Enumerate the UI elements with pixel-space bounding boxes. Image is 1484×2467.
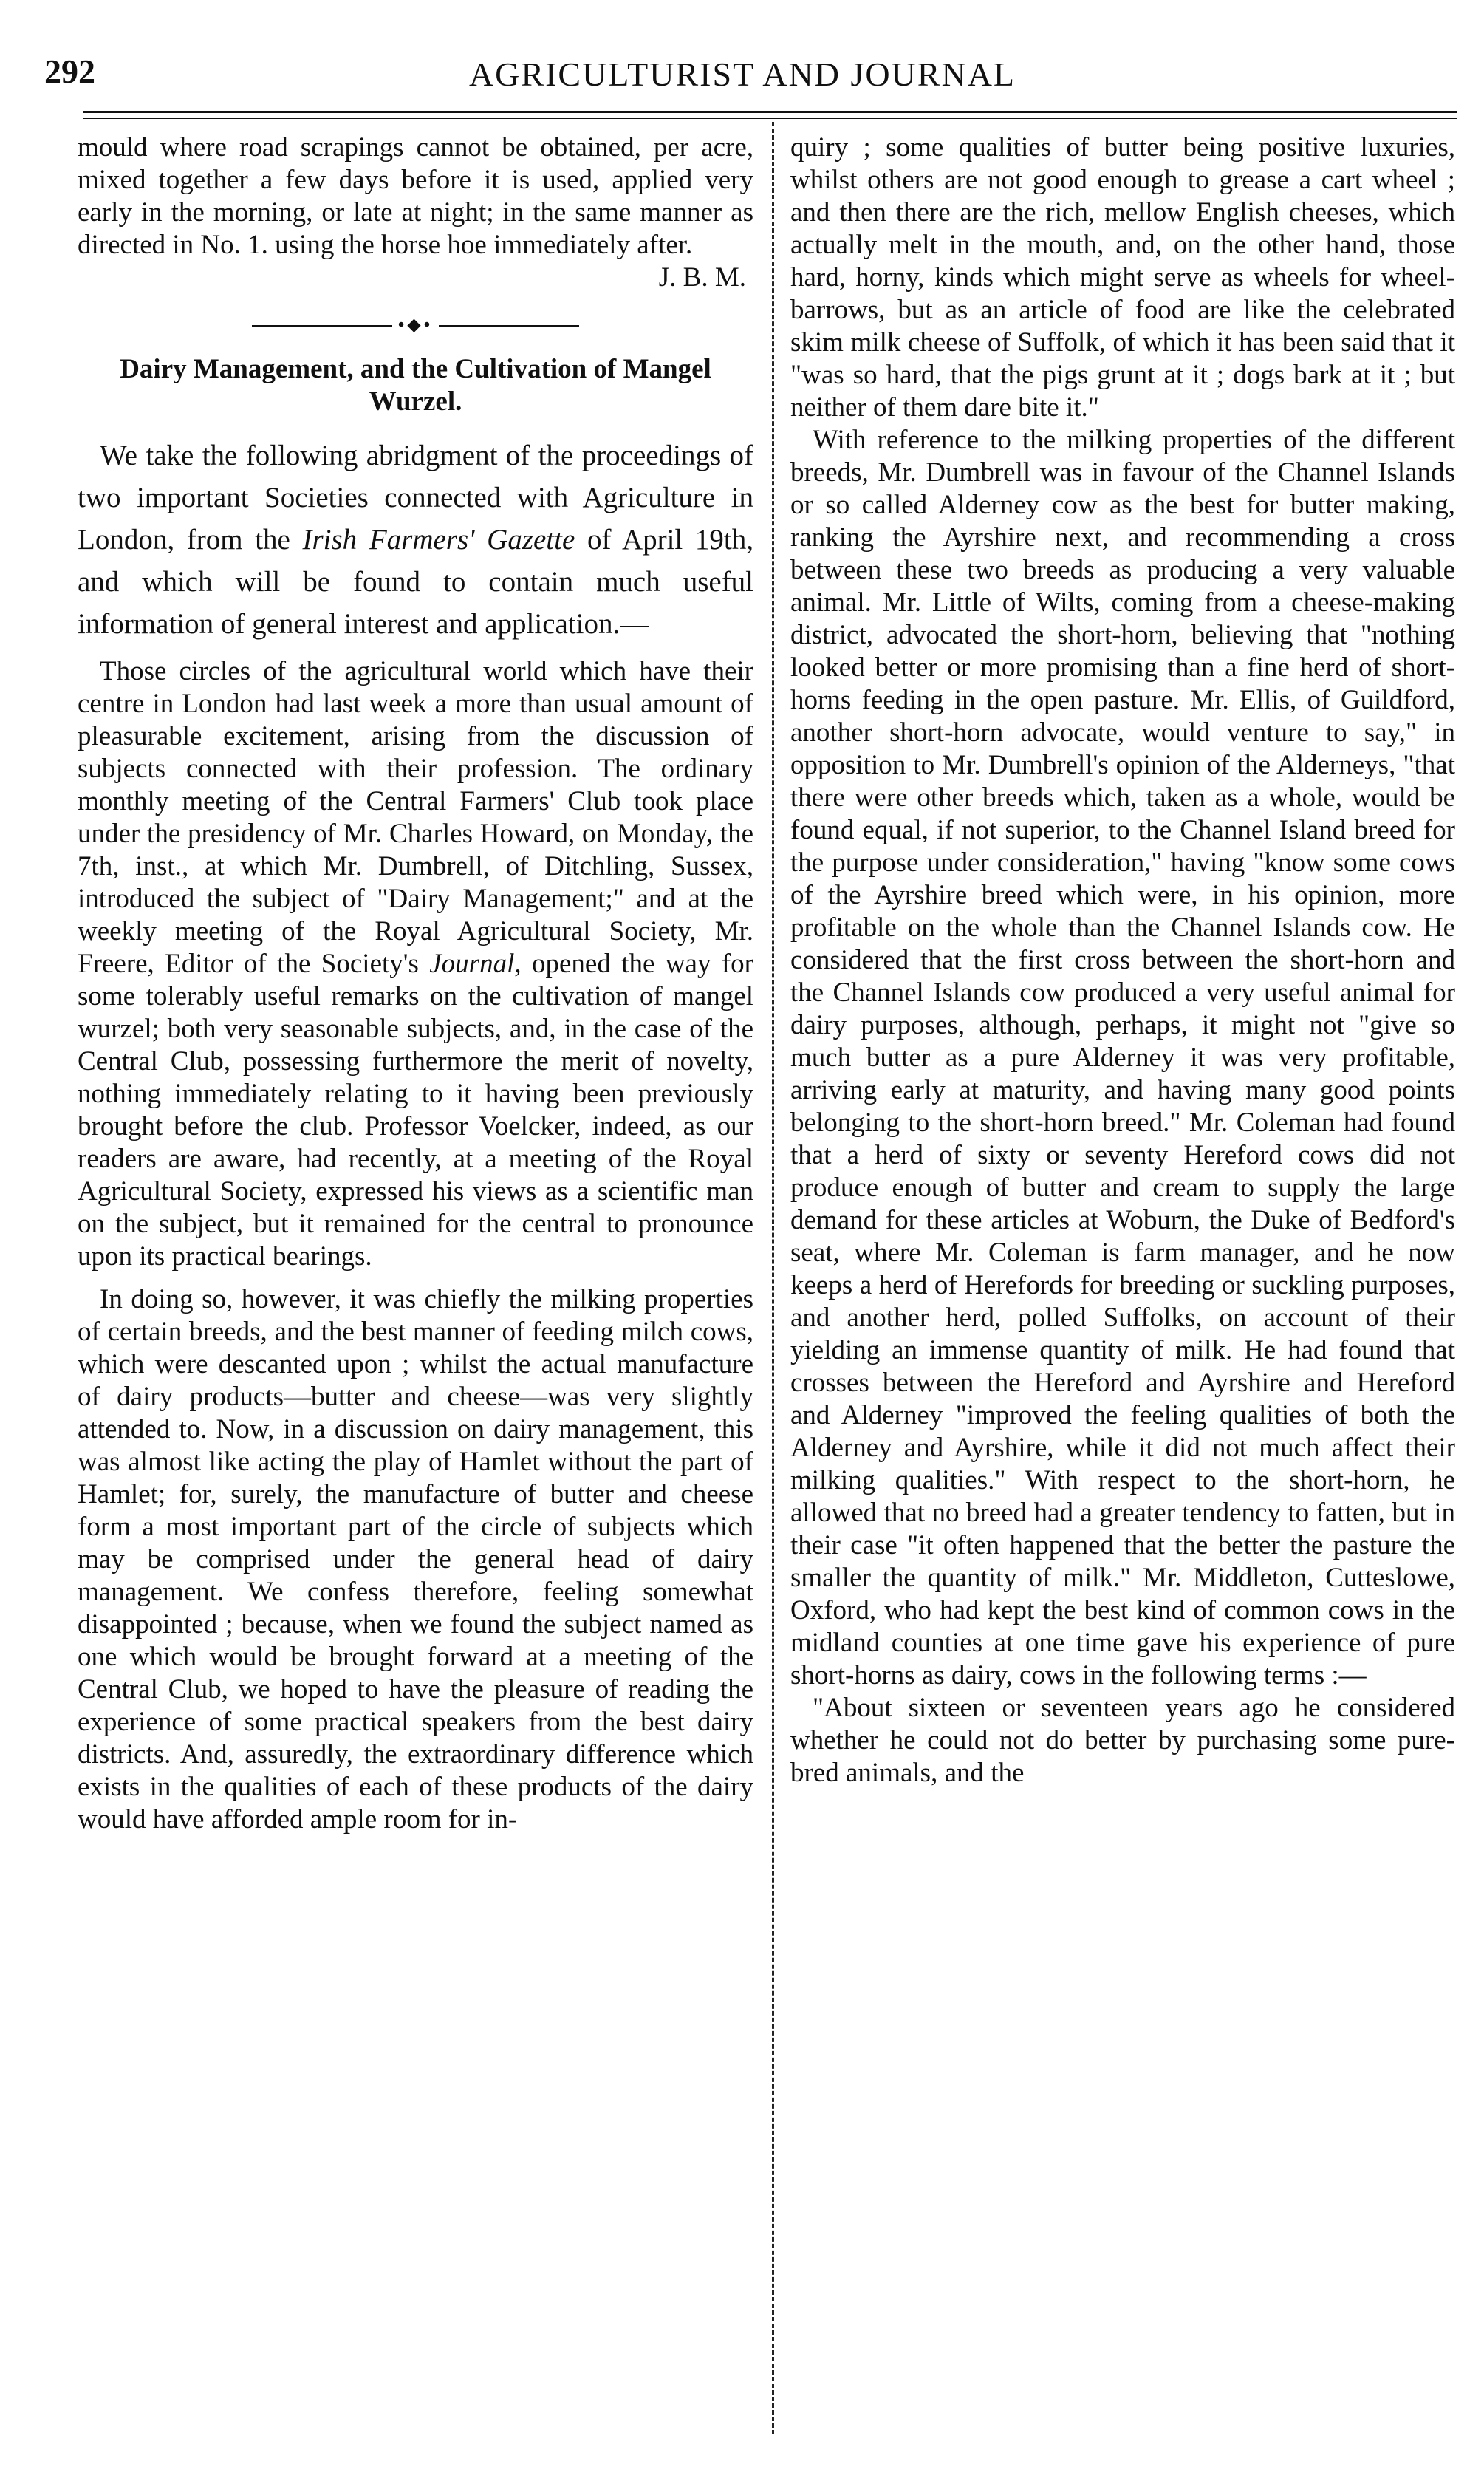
right-column <box>790 132 1455 2437</box>
header-rule <box>83 111 1457 113</box>
page-number: 292 <box>44 52 95 90</box>
left-column <box>78 132 753 2437</box>
article-heading: Dairy Management, and the Cultivation of Mangel Wurzel. <box>120 354 711 417</box>
header-rule-thin <box>83 118 1457 119</box>
para1-text-b: opened the way for some tolerably useful remarks on the cultivation of mangel wurzel; both very seasonable subjects, and, in the case of the Central Club, possessing furthermore the merit of novelty, nothing immediately relating to it having been previously brought before the club. Professor Voelcker, indeed, as our readers are aware, had recently, at a meeting of the Royal Agricultural Society, expressed his views as a scientific man on the subject, but it remained for the central to pronounce upon its practical bearings. <box>78 949 753 1272</box>
right-paragraph-1: quiry ; some qualities of butter being positive luxuries, whilst others are not good enough to grease a cart wheel ; and then there are the rich, mellow English cheeses, which actually melt in the mouth, and, on the other hand, those hard, horny, kinds which might serve as wheels for wheel-barrows, but as an article of food are like the celebrated skim milk cheese of Suffolk, of which it has been said that it "was so hard, that the pigs grunt at it ; dogs bark at it ; but neither of them dare bite it." <box>790 132 1455 423</box>
column-divider <box>772 122 774 2434</box>
intro-text-before: We take the following abridgment of the proceedings of two important Societies connected with Agriculture in London, from the <box>78 440 753 556</box>
para1-text-a: Those circles of the agricultural world which have their centre in London had last week a more than usual amount of pleasurable excitement, arising from the discussion of subjects connected with their profession. The ordinary monthly meeting of the Central Farmers' Club took place under the presidency of Mr. Charles Howard, on Monday, the 7th, inst., at which Mr. Dumbrell, of Ditchling, Sussex, introduced the subject of "Dairy Management;" and at the weekly meeting of the Royal Agricultural Society, Mr. Freere, Editor of the Society's <box>78 656 753 979</box>
intro-source-italic: Irish Farmers' Gazette <box>302 524 575 556</box>
section-divider <box>78 313 753 335</box>
right-paragraph-3: "About sixteen or seventeen years ago he considered whether he could not do better by purchasing some pure-bred animals, and the <box>790 1693 1455 1788</box>
article-intro <box>78 434 753 645</box>
running-title: AGRICULTURIST AND JOURNAL <box>468 55 1016 93</box>
divider-ornament-glyph: •◆• <box>397 315 434 335</box>
continued-paragraph: mould where road scrapings cannot be obtained, per acre, mixed together a few days before it is used, applied very early in the morning, or late at night; in the same manner as directed in No. 1. using the horse hoe immediately after. <box>78 132 753 260</box>
article-paragraph-1 <box>78 655 753 1273</box>
page-header <box>44 44 1440 103</box>
divider-line-right <box>439 325 579 327</box>
divider-line-left <box>252 325 392 327</box>
article-paragraph-2: In doing so, however, it was chiefly the milking properties of certain breeds, and the best manner of feeding milch cows, which were descanted upon ; whilst the actual manufacture of dairy products—butter and cheese—was very slightly attended to. Now, in a discussion on dairy management, this was almost like acting the play of Hamlet without the part of Hamlet; for, surely, the manufacture of butter and cheese form a most important part of the circle of subjects which may be comprised under the general head of dairy management. We confess therefore, feeling somewhat disappointed ; because, when we found the subject named as one which would be brought forward at a meeting of the Central Club, we hoped to have the pleasure of reading the experience of some practical speakers from the best dairy districts. And, assuredly, the extraordinary difference which exists in the qualities of each of these products of the dairy would have afforded ample room for in- <box>78 1284 753 1835</box>
right-paragraph-2: With reference to the milking properties of the different breeds, Mr. Dumbrell was in favour of the Channel Islands or so called Alderney cow as the best for butter making, ranking the Ayrshire next, and recommending a cross between these two breeds as producing a very valuable animal. Mr. Little of Wilts, coming from a cheese-making district, advocated the short-horn, believing that "nothing looked better or more promising than a fine herd of short-horns feeding in the open pasture. Mr. Ellis, of Guildford, another short-horn advocate, would venture to say," in opposition to Mr. Dumbrell's opinion of the Alderneys, "that there were other breeds which, taken as a whole, would be found equal, if not superior, to the Channel Island breed for the purpose under consideration," having "know some cows of the Ayrshire breed which were, in his opinion, more profitable on the whole than the Channel Islands cow. He considered that the first cross between the short-horn and the Channel Islands cow produced a very useful animal for dairy purposes, although, perhaps, it might not "give so much butter as a pure Alderney it was very profitable, arriving early at maturity, and having many good points belonging to the short-horn breed." Mr. Coleman had found that a herd of sixty or seventy Hereford cows did not produce enough of butter and cream to supply the large demand for these articles at Woburn, the Duke of Bedford's seat, where Mr. Coleman is farm manager, and he now keeps a herd of Herefords for breeding or suckling purposes, and another herd, polled Suffolks, on account of their yielding an immense quantity of milk. He had found that crosses between the Hereford and Ayrshire and Hereford and Alderney "improved the feeling qualities of both the Alderney and Ayrshire, while it did not much affect their milking qualities." With respect to the short-horn, he allowed that no breed had a greater tendency to fatten, but in their case "it often happened that the better the pasture the smaller the quantity of milk." Mr. Middleton, Cutteslowe, Oxford, who had kept the best kind of common cows in the midland counties at one time gave his experience of pure short-horns as dairy, cows in the following terms :— <box>790 425 1455 1690</box>
signature: J. B. M. <box>658 262 746 293</box>
intro-text-after: of April 19th, and which will be found to contain much useful information of general interest and application.— <box>78 524 753 640</box>
para1-journal-italic: Journal, <box>429 949 522 979</box>
